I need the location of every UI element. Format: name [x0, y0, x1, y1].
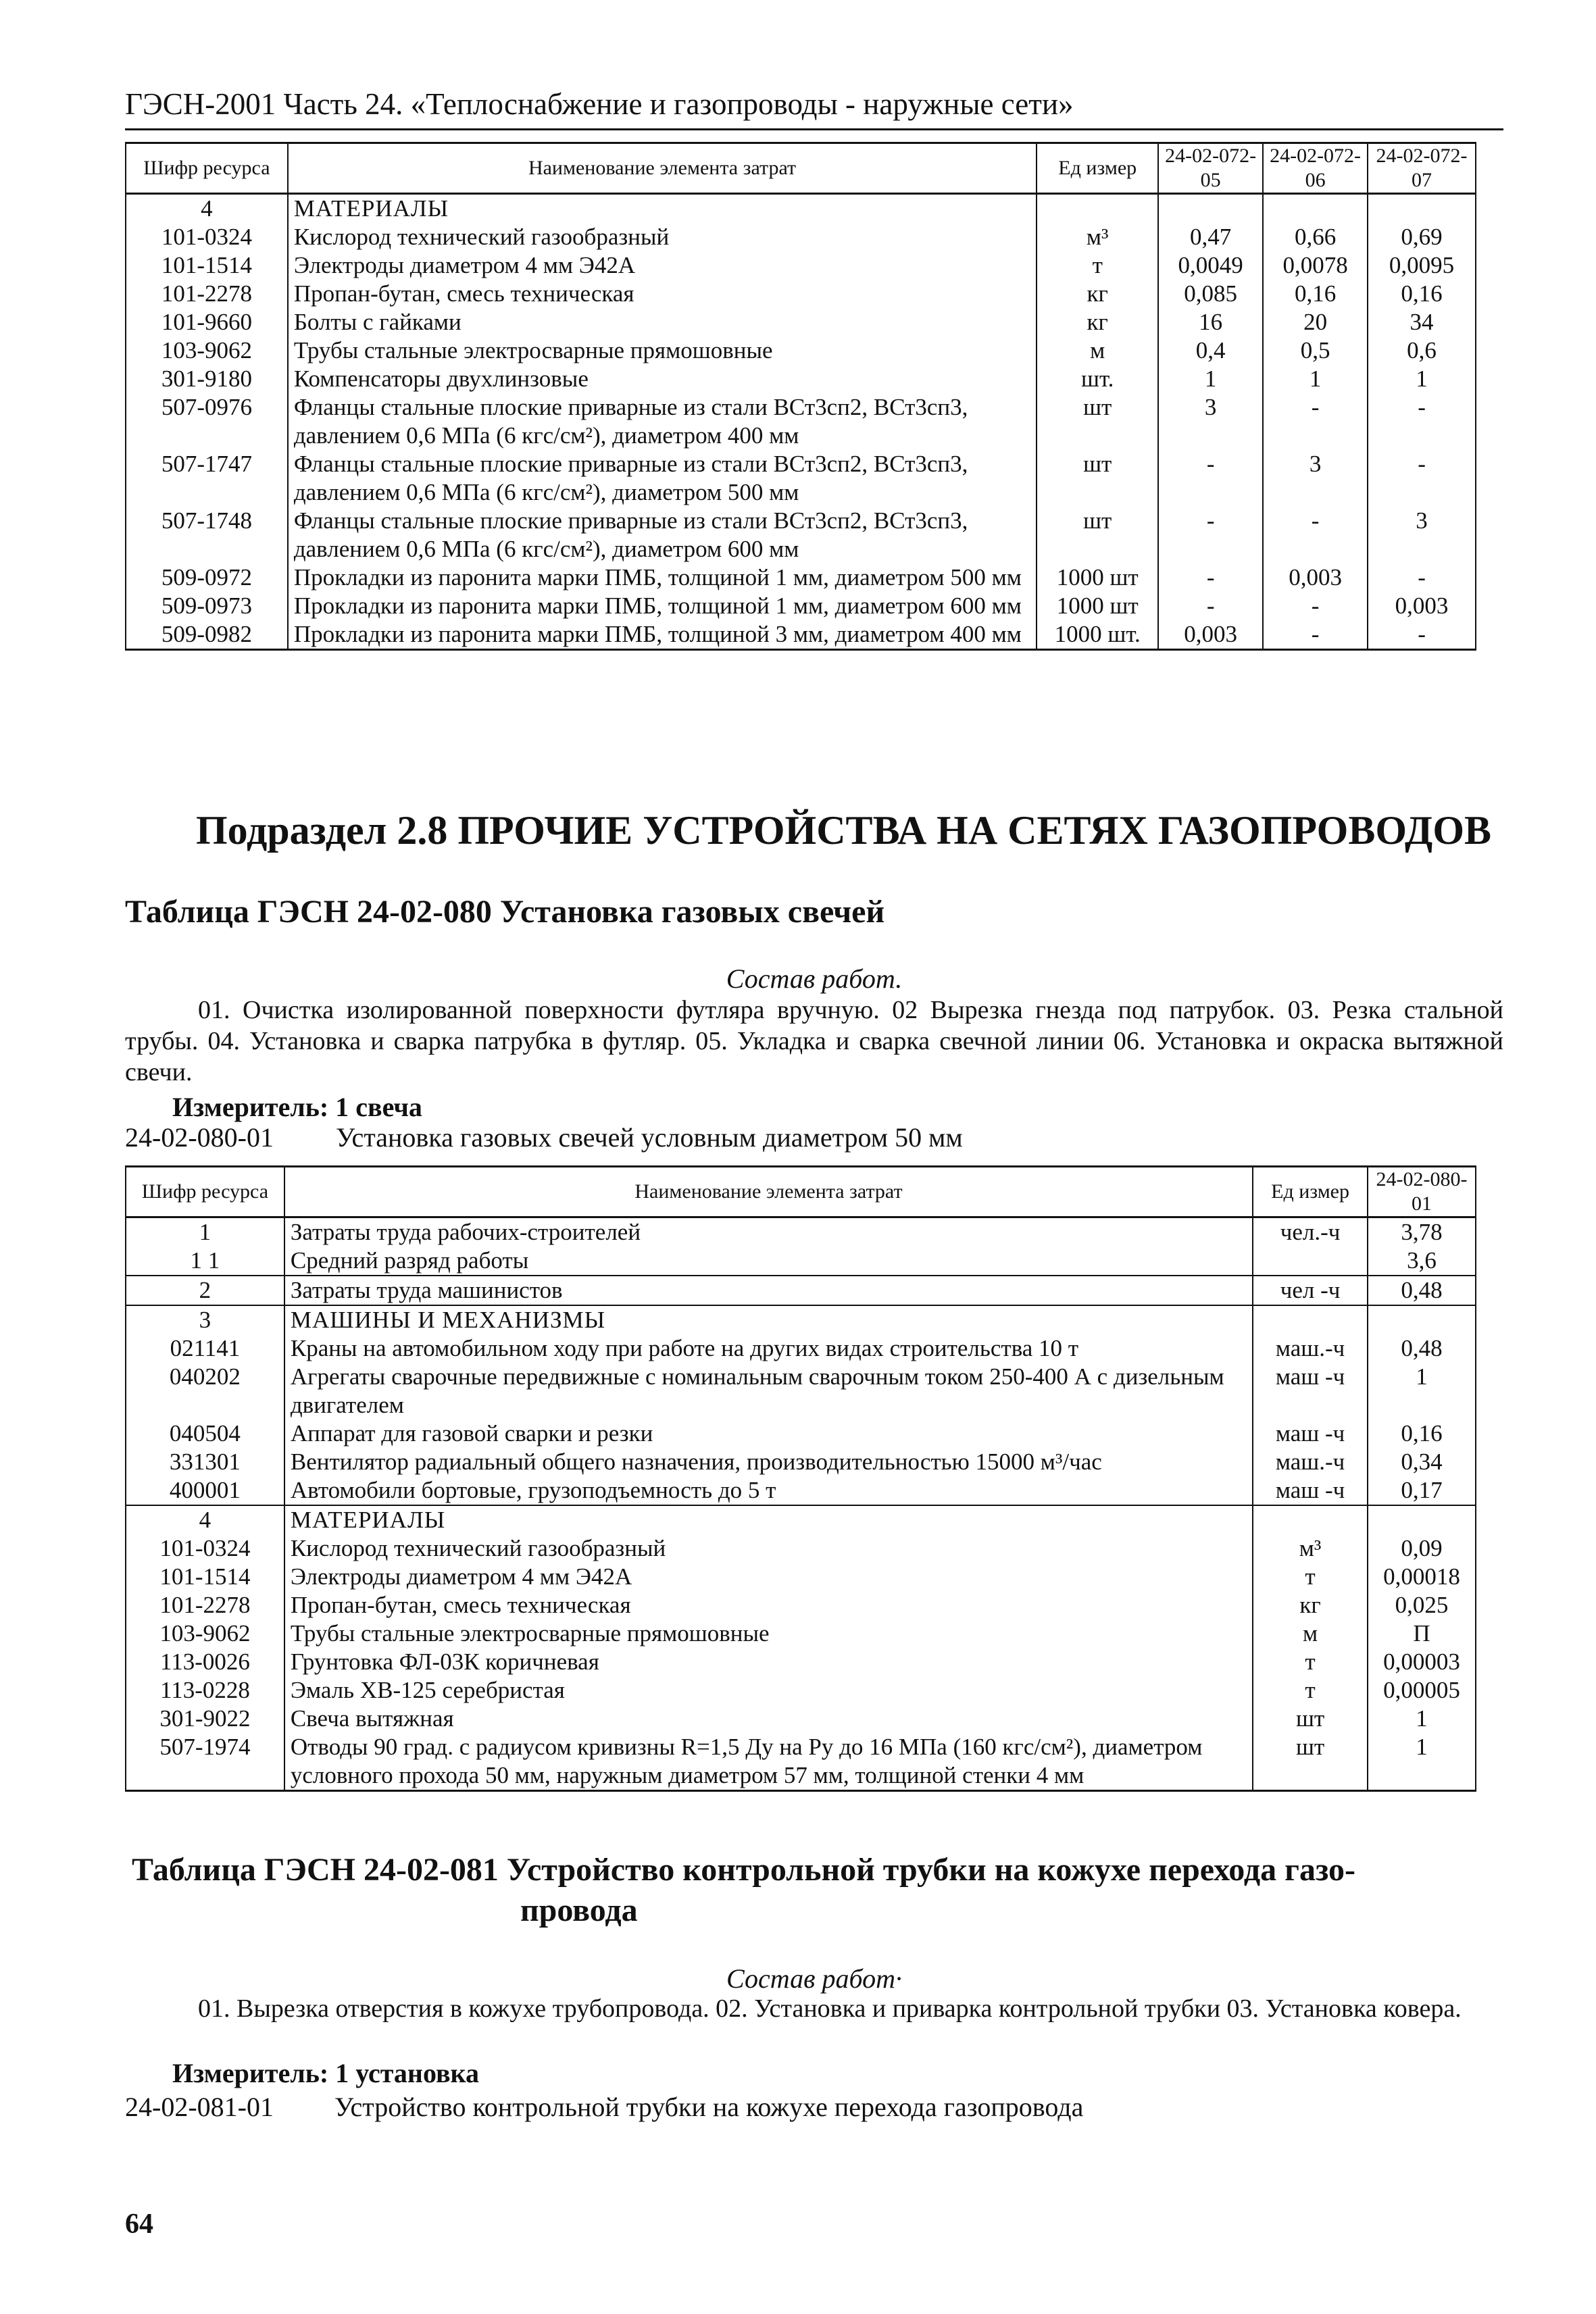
rate-name: Установка газовых свечей условным диаметром 50 мм [336, 1122, 963, 1153]
composition-text-080: 01. Очистка изолированной поверхности футляра вручную. 02 Вырезка гнезда под патрубок. 03. Резка стальной трубы. 04. Установка и сварка патрубка в футляр. 05. Укладка и сварка свечной линии 06. Установка и окраска вытяжной свечи. [125, 996, 1503, 1086]
table-080-title: Таблица ГЭСН 24-02-080 Установка газовых свечей [125, 894, 885, 930]
unit [1253, 1247, 1368, 1276]
value-080-01: 0,48 [1368, 1334, 1476, 1363]
page-number: 64 [125, 2209, 153, 2240]
value-072-05: 0,4 [1158, 336, 1263, 365]
value-072-07: 0,16 [1368, 280, 1476, 308]
unit: кг [1037, 308, 1158, 336]
unit: т [1253, 1563, 1368, 1591]
resource-name: Болты с гайками [288, 308, 1037, 336]
value-072-07: - [1368, 450, 1476, 507]
table-081-title-line2: провода [520, 1892, 638, 1928]
col-header-unit: Ед измер [1037, 143, 1158, 194]
table-header-row [126, 143, 1476, 194]
unit: кг [1037, 280, 1158, 308]
empty-cell [1368, 1305, 1476, 1334]
resource-name: Аппарат для газовой сварки и резки [284, 1419, 1253, 1448]
value-072-07: - [1368, 393, 1476, 450]
measure-value: 1 установка [335, 2058, 479, 2088]
resource-name: Трубы стальные электросварные прямошовные [284, 1619, 1253, 1648]
unit: шт [1037, 450, 1158, 507]
resource-code: 103-9062 [126, 336, 288, 365]
value-072-05: 0,0049 [1158, 251, 1263, 280]
resource-code: 509-0982 [126, 620, 288, 650]
resource-name: Пропан-бутан, смесь техническая [284, 1591, 1253, 1619]
resource-name: Компенсаторы двухлинзовые [288, 365, 1037, 393]
resource-name: Грунтовка ФЛ-03К коричневая [284, 1648, 1253, 1676]
value-080-01: П [1368, 1619, 1476, 1648]
section-row-materials [126, 1505, 1476, 1534]
unit: м³ [1253, 1534, 1368, 1563]
table-row [126, 592, 1476, 620]
col-header-072-05: 24-02-072-05 [1158, 143, 1263, 194]
resource-code: 113-0026 [126, 1648, 284, 1676]
table-row [126, 1591, 1476, 1619]
value-072-05: 3 [1158, 393, 1263, 450]
table-row [126, 1334, 1476, 1363]
table-row [126, 620, 1476, 650]
unit: м [1253, 1619, 1368, 1648]
col-header-unit: Ед измер [1253, 1167, 1368, 1217]
value-080-01: 0,00005 [1368, 1676, 1476, 1705]
value-080-01: 0,00003 [1368, 1648, 1476, 1676]
resource-name: Прокладки из паронита марки ПМБ, толщиной 1 мм, диаметром 500 мм [288, 563, 1037, 592]
resource-name: Электроды диаметром 4 мм Э42А [284, 1563, 1253, 1591]
resource-table-072 [125, 142, 1476, 651]
value-072-06: 1 [1263, 365, 1368, 393]
value-072-06: 0,16 [1263, 280, 1368, 308]
header-rule [125, 128, 1503, 130]
resource-code: 301-9180 [126, 365, 288, 393]
resource-code: 301-9022 [126, 1705, 284, 1733]
section-row-materials [126, 194, 1476, 224]
resource-code: 040202 [126, 1363, 284, 1419]
unit: шт [1037, 393, 1158, 450]
resource-code: 103-9062 [126, 1619, 284, 1648]
value-072-07: 1 [1368, 365, 1476, 393]
resource-code: 507-0976 [126, 393, 288, 450]
rate-code: 24-02-081-01 [125, 2092, 274, 2122]
resource-code: 101-9660 [126, 308, 288, 336]
resource-code: 509-0973 [126, 592, 288, 620]
measure-label: Измеритель: [172, 2058, 329, 2088]
measure-label: Измеритель: [172, 1092, 329, 1122]
value-072-05: - [1158, 592, 1263, 620]
resource-name: Затраты труда машинистов [284, 1276, 1253, 1305]
resource-name: Пропан-бутан, смесь техническая [288, 280, 1037, 308]
table-row [126, 308, 1476, 336]
resource-code: 507-1748 [126, 507, 288, 563]
table-row [126, 1563, 1476, 1591]
labor-row [126, 1217, 1476, 1247]
unit: м [1037, 336, 1158, 365]
value-080-01: 0,16 [1368, 1419, 1476, 1448]
resource-name: Кислород технический газообразный [284, 1534, 1253, 1563]
value-080-01: 3,78 [1368, 1217, 1476, 1247]
value-080-01: 1 [1368, 1705, 1476, 1733]
table-row [126, 280, 1476, 308]
unit: 1000 шт. [1037, 620, 1158, 650]
table-row [126, 1419, 1476, 1448]
section-name: МАШИНЫ И МЕХАНИЗМЫ [284, 1305, 1253, 1334]
table-row [126, 563, 1476, 592]
rate-ref-080 [125, 1122, 963, 1153]
composition-label-080: Состав работ. [726, 963, 903, 994]
value-072-05: - [1158, 563, 1263, 592]
resource-name: Трубы стальные электросварные прямошовные [288, 336, 1037, 365]
value-072-06: 0,66 [1263, 223, 1368, 251]
value-080-01: 0,17 [1368, 1476, 1476, 1505]
resource-table-080 [125, 1165, 1476, 1792]
unit: т [1253, 1676, 1368, 1705]
table-081-title-line1: Таблица ГЭСН 24-02-081 Устройство контрольной трубки на кожухе перехода газо- [132, 1852, 1355, 1888]
value-080-01: 0,48 [1368, 1276, 1476, 1305]
unit: чел -ч [1253, 1276, 1368, 1305]
rate-code: 24-02-080-01 [125, 1122, 274, 1153]
subsection-title: Подраздел 2.8 ПРОЧИЕ УСТРОЙСТВА НА СЕТЯХ ГАЗОПРОВОДОВ [196, 808, 1492, 853]
value-072-07: - [1368, 563, 1476, 592]
unit: 1000 шт [1037, 563, 1158, 592]
unit: 1000 шт [1037, 592, 1158, 620]
resource-code: 507-1974 [126, 1733, 284, 1791]
resource-name: Фланцы стальные плоские приварные из стали ВСт3сп2, ВСт3сп3, давлением 0,6 МПа (6 кгс/см²), диаметром 500 мм [288, 450, 1037, 507]
resource-name: Кислород технический газообразный [288, 223, 1037, 251]
value-080-01: 1 [1368, 1733, 1476, 1791]
resource-code: 400001 [126, 1476, 284, 1505]
col-header-code: Шифр ресурса [126, 1167, 284, 1217]
resource-code: 101-2278 [126, 1591, 284, 1619]
value-072-07: 0,6 [1368, 336, 1476, 365]
resource-name: Краны на автомобильном ходу при работе на других видах строительства 10 т [284, 1334, 1253, 1363]
resource-code: 021141 [126, 1334, 284, 1363]
section-code: 4 [126, 194, 288, 224]
unit: шт. [1037, 365, 1158, 393]
unit: чел.-ч [1253, 1217, 1368, 1247]
unit: шт [1037, 507, 1158, 563]
value-072-07: 34 [1368, 308, 1476, 336]
value-072-05: 0,47 [1158, 223, 1263, 251]
empty-cell [1253, 1505, 1368, 1534]
resource-name: Автомобили бортовые, грузоподъемность до 5 т [284, 1476, 1253, 1505]
table-row [126, 1363, 1476, 1419]
unit: маш -ч [1253, 1476, 1368, 1505]
value-072-06: 0,0078 [1263, 251, 1368, 280]
value-072-05: 0,003 [1158, 620, 1263, 650]
table-row [126, 1733, 1476, 1791]
value-072-06: 0,003 [1263, 563, 1368, 592]
resource-code: 040504 [126, 1419, 284, 1448]
unit: маш.-ч [1253, 1448, 1368, 1476]
resource-name: Прокладки из паронита марки ПМБ, толщиной 1 мм, диаметром 600 мм [288, 592, 1037, 620]
unit: м³ [1037, 223, 1158, 251]
table-row [126, 507, 1476, 563]
resource-code: 101-2278 [126, 280, 288, 308]
table-row [126, 450, 1476, 507]
rate-name: Устройство контрольной трубки на кожухе перехода газопровода [334, 2092, 1084, 2122]
resource-name: Фланцы стальные плоские приварные из стали ВСт3сп2, ВСт3сп3, давлением 0,6 МПа (6 кгс/см²), диаметром 600 мм [288, 507, 1037, 563]
composition-text-081: 01. Вырезка отверстия в кожухе трубопровода. 02. Установка и приварка контрольной трубки 03. Установка ковера. [198, 1994, 1462, 2023]
resource-code: 507-1747 [126, 450, 288, 507]
value-072-05: 1 [1158, 365, 1263, 393]
value-072-06: - [1263, 393, 1368, 450]
resource-code: 101-1514 [126, 1563, 284, 1591]
value-072-06: 0,5 [1263, 336, 1368, 365]
value-072-07: - [1368, 620, 1476, 650]
table-row [126, 223, 1476, 251]
value-080-01: 3,6 [1368, 1247, 1476, 1276]
grade-row [126, 1247, 1476, 1276]
value-080-01: 0,09 [1368, 1534, 1476, 1563]
resource-name: Эмаль ХВ-125 серебристая [284, 1676, 1253, 1705]
value-072-06: 20 [1263, 308, 1368, 336]
unit: кг [1253, 1591, 1368, 1619]
empty-cell [1253, 1305, 1368, 1334]
col-header-072-07: 24-02-072-07 [1368, 143, 1476, 194]
table-row [126, 336, 1476, 365]
measure-080 [172, 1091, 422, 1123]
empty-cell [1368, 1505, 1476, 1534]
table-row [126, 251, 1476, 280]
value-080-01: 0,025 [1368, 1591, 1476, 1619]
table-row [126, 1676, 1476, 1705]
value-072-07: 0,003 [1368, 592, 1476, 620]
value-072-07: 0,69 [1368, 223, 1476, 251]
resource-name: Вентилятор радиальный общего назначения, производительностью 15000 м³/час [284, 1448, 1253, 1476]
value-080-01: 0,34 [1368, 1448, 1476, 1476]
running-header: ГЭСН-2001 Часть 24. «Теплоснабжение и газопроводы - наружные сети» [125, 87, 1074, 121]
unit: маш -ч [1253, 1363, 1368, 1419]
resource-code: 509-0972 [126, 563, 288, 592]
table-header-row [126, 1167, 1476, 1217]
measure-081 [172, 2057, 479, 2089]
composition-label-081: Состав работ· [726, 1963, 902, 1994]
table-row [126, 1619, 1476, 1648]
section-code: 4 [126, 1505, 284, 1534]
table-row [126, 1476, 1476, 1505]
resource-name: Фланцы стальные плоские приварные из стали ВСт3сп2, ВСт3сп3, давлением 0,6 МПа (6 кгс/см²), диаметром 400 мм [288, 393, 1037, 450]
value-072-07: 3 [1368, 507, 1476, 563]
resource-code: 113-0228 [126, 1676, 284, 1705]
unit: т [1037, 251, 1158, 280]
value-080-01: 0,00018 [1368, 1563, 1476, 1591]
value-072-05: 0,085 [1158, 280, 1263, 308]
value-072-05: - [1158, 450, 1263, 507]
unit: т [1253, 1648, 1368, 1676]
table-row [126, 365, 1476, 393]
resource-name: Электроды диаметром 4 мм Э42А [288, 251, 1037, 280]
section-name: МАТЕРИАЛЫ [284, 1505, 1253, 1534]
resource-code: 101-0324 [126, 1534, 284, 1563]
section-name: МАТЕРИАЛЫ [288, 194, 1037, 224]
resource-code: 101-1514 [126, 251, 288, 280]
value-072-06: - [1263, 620, 1368, 650]
resource-code: 331301 [126, 1448, 284, 1476]
col-header-name: Наименование элемента затрат [288, 143, 1037, 194]
section-code: 3 [126, 1305, 284, 1334]
measure-value: 1 свеча [335, 1092, 422, 1122]
col-header-code: Шифр ресурса [126, 143, 288, 194]
resource-code: 1 [126, 1217, 284, 1247]
unit: шт [1253, 1705, 1368, 1733]
resource-code: 1 1 [126, 1247, 284, 1276]
value-072-06: - [1263, 507, 1368, 563]
resource-name: Прокладки из паронита марки ПМБ, толщиной 3 мм, диаметром 400 мм [288, 620, 1037, 650]
unit: маш -ч [1253, 1419, 1368, 1448]
col-header-080-01: 24-02-080-01 [1368, 1167, 1476, 1217]
table-row [126, 1705, 1476, 1733]
resource-name: Агрегаты сварочные передвижные с номинальным сварочным током 250-400 А с дизельным двигателем [284, 1363, 1253, 1419]
value-080-01: 1 [1368, 1363, 1476, 1419]
resource-name: Свеча вытяжная [284, 1705, 1253, 1733]
value-072-07: 0,0095 [1368, 251, 1476, 280]
col-header-name: Наименование элемента затрат [284, 1167, 1253, 1217]
unit: маш.-ч [1253, 1334, 1368, 1363]
table-row [126, 393, 1476, 450]
value-072-06: 3 [1263, 450, 1368, 507]
resource-code: 101-0324 [126, 223, 288, 251]
table-row [126, 1648, 1476, 1676]
value-072-06: - [1263, 592, 1368, 620]
rate-ref-081 [125, 2091, 1084, 2123]
resource-name: Отводы 90 град. с радиусом кривизны R=1,5 Ду на Ру до 16 МПа (160 кгс/см²), диаметром условного прохода 50 мм, наружным диаметром 57 мм, толщиной стенки 4 мм [284, 1733, 1253, 1791]
operators-row [126, 1276, 1476, 1305]
table-row [126, 1534, 1476, 1563]
resource-code: 2 [126, 1276, 284, 1305]
unit: шт [1253, 1733, 1368, 1791]
resource-name: Средний разряд работы [284, 1247, 1253, 1276]
value-072-05: - [1158, 507, 1263, 563]
table-row [126, 1448, 1476, 1476]
section-row-machines [126, 1305, 1476, 1334]
col-header-072-06: 24-02-072-06 [1263, 143, 1368, 194]
resource-name: Затраты труда рабочих-строителей [284, 1217, 1253, 1247]
value-072-05: 16 [1158, 308, 1263, 336]
